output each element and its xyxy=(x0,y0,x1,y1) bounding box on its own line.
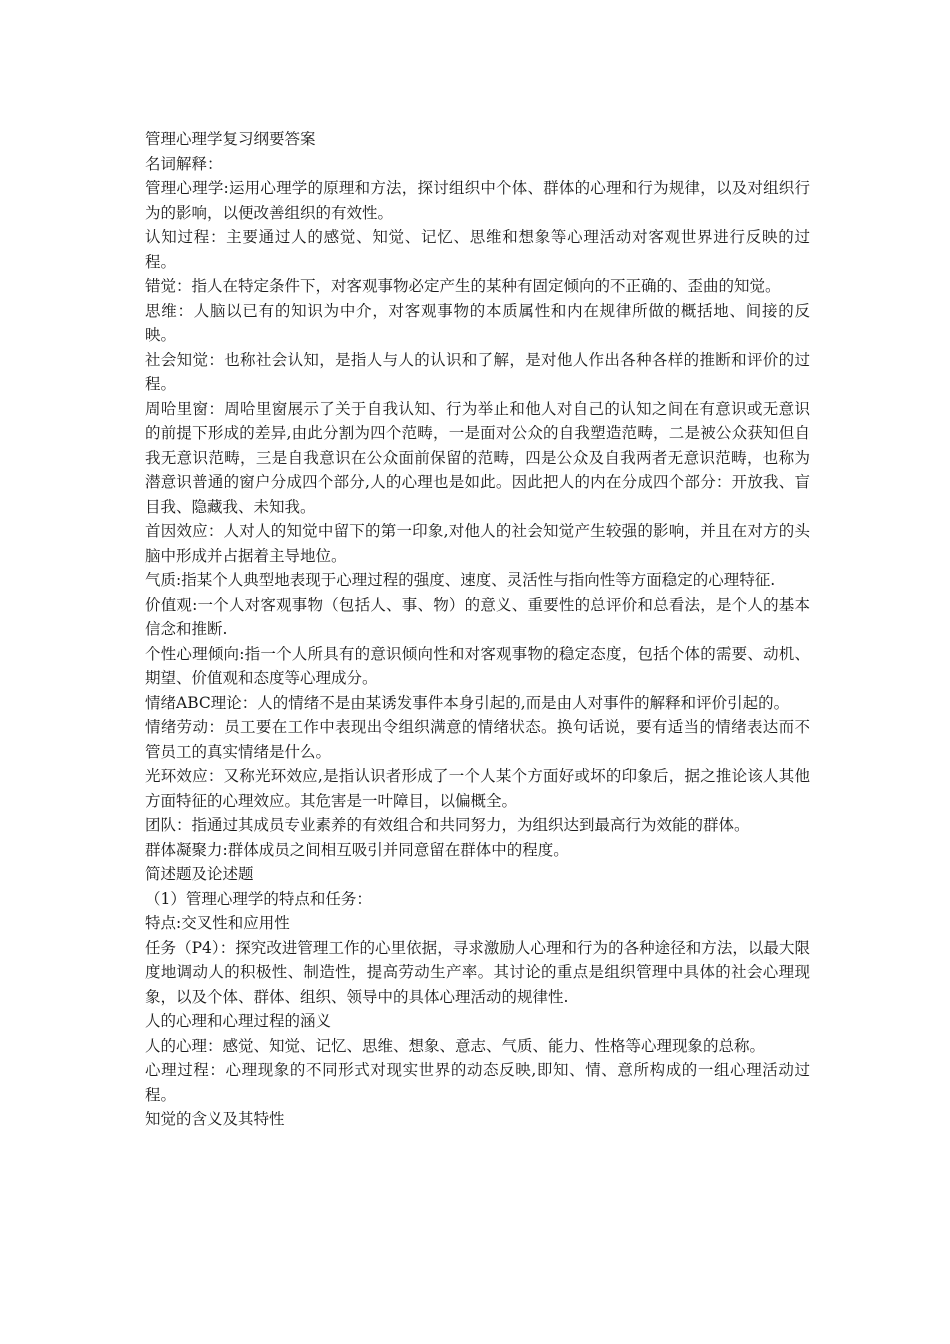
question-heading: （1）管理心理学的特点和任务： xyxy=(145,889,372,908)
term-paragraph: 个性心理倾向:指一个人所具有的意识倾向性和对客观事物的稳定态度，包括个体的需要、动机、期望、价值观和态度等心理成分。 xyxy=(145,644,810,687)
answer-paragraph: 任务（P4）：探究改进管理工作的心里依据，寻求激励人心理和行为的各种途径和方法，以最大限度地调动人的积极性、制造性，提高劳动生产率。其讨论的重点是组织管理中具体的社会心理现象，以及个体、群体、组织、领导中的具体心理活动的规律性. xyxy=(145,938,810,1006)
answer-paragraph: 人的心理：感觉、知觉、记忆、思维、想象、意志、气质、能力、性格等心理现象的总称。 xyxy=(145,1036,766,1055)
section-heading-terms: 名词解释： xyxy=(145,154,223,173)
document-body xyxy=(145,127,810,1132)
term-paragraph: 团队：指通过其成员专业素养的有效组合和共同努力，为组织达到最高行为效能的群体。 xyxy=(145,816,750,834)
term-paragraph: 首因效应：人对人的知觉中留下的第一印象,对他人的社会知觉产生较强的影响，并且在对方的头脑中形成并占据着主导地位。 xyxy=(145,522,810,565)
term-paragraph: 认知过程：主要通过人的感觉、知觉、记忆、思维和想象等心理活动对客观世界进行反映的过程。 xyxy=(145,228,810,271)
document-title: 管理心理学复习纲要答案 xyxy=(145,130,316,148)
term-paragraph: 光环效应：又称光环效应,是指认识者形成了一个人某个方面好或坏的印象后，据之推论该人其他方面特征的心理效应。其危害是一叶障目，以偏概全。 xyxy=(145,767,810,810)
term-paragraph: 气质:指某个人典型地表现于心理过程的强度、速度、灵活性与指向性等方面稳定的心理特征. xyxy=(145,571,776,589)
section-heading-essay: 简述题及论述题 xyxy=(145,865,254,883)
answer-paragraph: 特点:交叉性和应用性 xyxy=(145,914,290,932)
answer-paragraph: 心理过程：心理现象的不同形式对现实世界的动态反映,即知、情、意所构成的一组心理活动过程。 xyxy=(145,1061,810,1104)
term-paragraph: 思维：人脑以已有的知识为中介，对客观事物的本质属性和内在规律所做的概括地、间接的反映。 xyxy=(145,301,810,344)
term-paragraph: 情绪ABC理论：人的情绪不是由某诱发事件本身引起的,而是由人对事件的解释和评价引起的。 xyxy=(145,693,790,712)
term-paragraph: 群体凝聚力:群体成员之间相互吸引并同意留在群体中的程度。 xyxy=(145,840,569,859)
question-heading: 知觉的含义及其特性 xyxy=(145,1110,285,1128)
term-paragraph: 价值观:一个人对客观事物（包括人、事、物）的意义、重要性的总评价和总看法，是个人的基本信念和推断. xyxy=(145,595,810,638)
term-paragraph: 错觉：指人在特定条件下，对客观事物必定产生的某种有固定倾向的不正确的、歪曲的知觉。 xyxy=(145,277,781,295)
term-paragraph: 周哈里窗：周哈里窗展示了关于自我认知、行为举止和他人对自己的认知之间在有意识或无意识的前提下形成的差异,由此分割为四个范畴，一是面对公众的自我塑造范畴，二是被公众获知但自我无意识范畴，三是自我意识在公众面前保留的范畴，四是公众及自我两者无意识范畴，也称为潜意识普通的窗户分成四个部分,人的心理也是如此。因此把人的内在分成四个部分：开放我、盲目我、隐藏我、未知我。 xyxy=(145,399,810,516)
question-heading: 人的心理和心理过程的涵义 xyxy=(145,1012,332,1030)
term-paragraph: 管理心理学:运用心理学的原理和方法，探讨组织中个体、群体的心理和行为规律，以及对组织行为的影响，以便改善组织的有效性。 xyxy=(145,179,810,222)
term-paragraph: 社会知觉：也称社会认知，是指人与人的认识和了解，是对他人作出各种各样的推断和评价的过程。 xyxy=(145,350,810,393)
term-paragraph: 情绪劳动：员工要在工作中表现出令组织满意的情绪状态。换句话说，要有适当的情绪表达而不管员工的真实情绪是什么。 xyxy=(145,718,810,761)
